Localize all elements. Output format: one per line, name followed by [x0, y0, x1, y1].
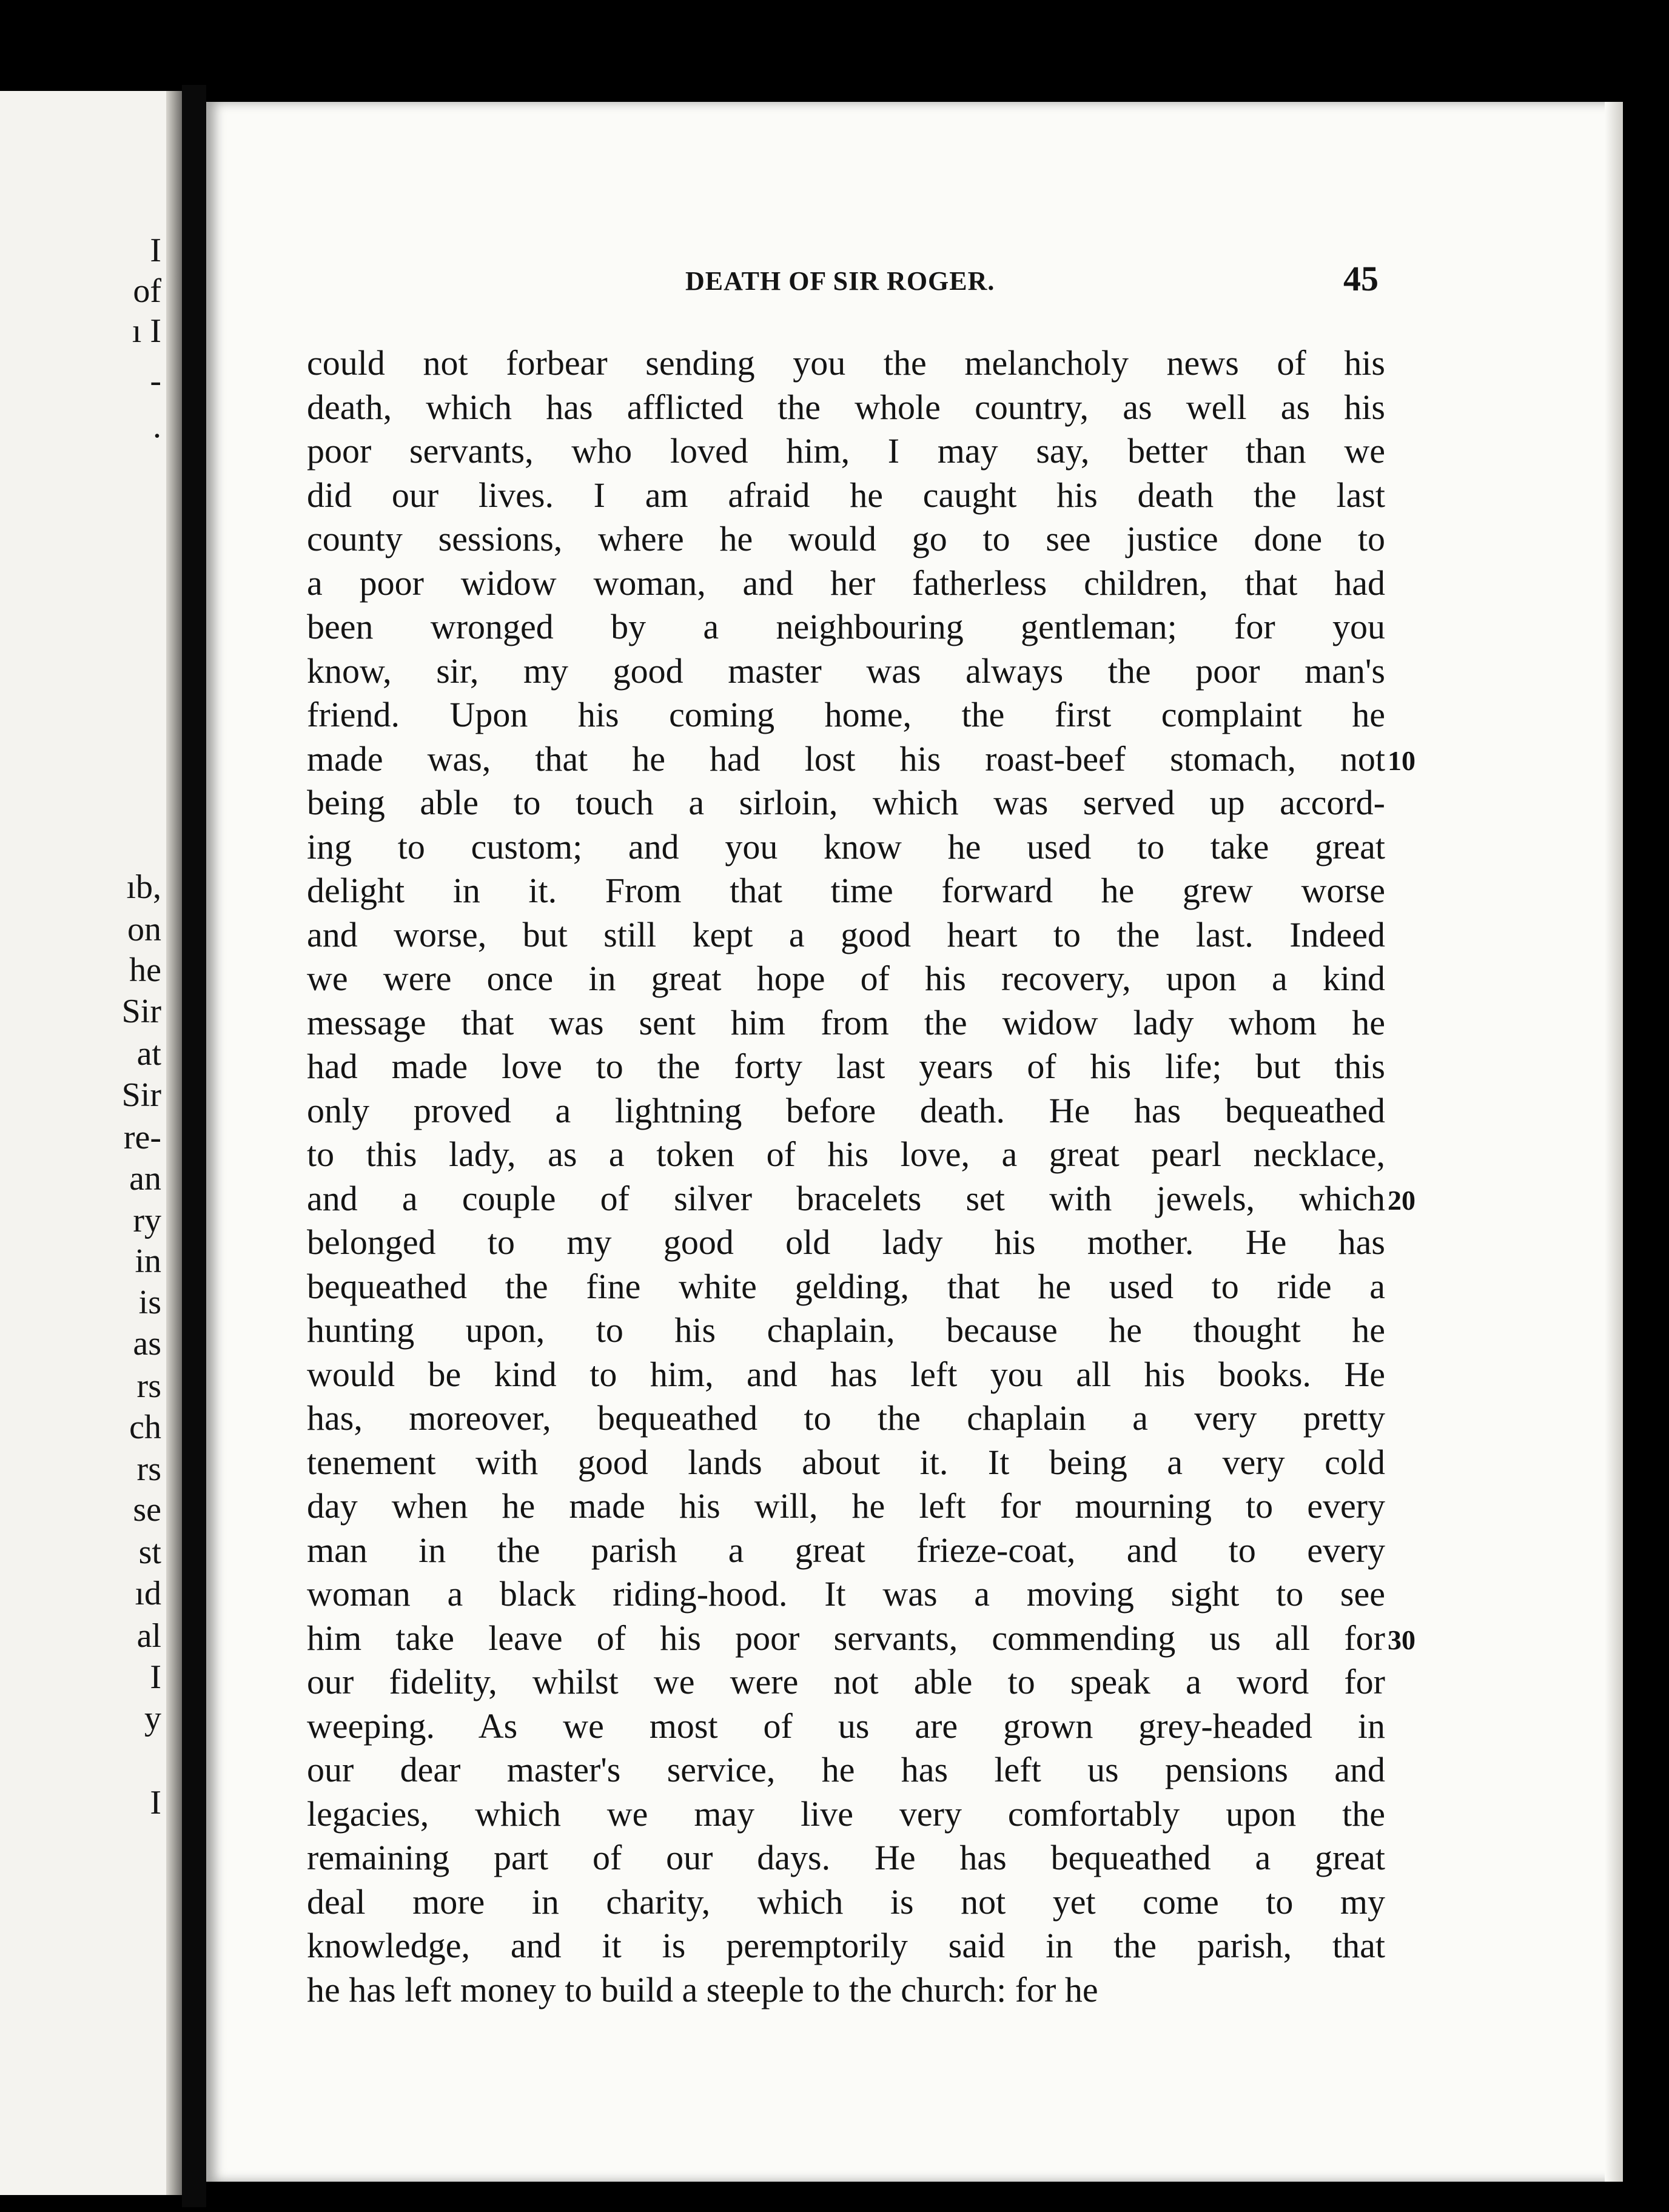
text-line: remaining part of our days. He has bequeathed a great	[307, 1838, 1385, 1877]
text-line: our fidelity, whilst we were not able to speak a word for	[307, 1662, 1385, 1701]
text-line: delight in it. From that time forward he grew worse	[307, 871, 1385, 910]
text-line: friend. Upon his coming home, the first complaint he	[307, 695, 1385, 734]
text-line: knowledge, and it is peremptorily said in the parish, that	[307, 1926, 1385, 1965]
text-line: only proved a lightning before death. He has bequeathed	[307, 1090, 1385, 1130]
text-line: legacies, which we may live very comfortably upon the	[307, 1794, 1385, 1834]
left-margin-fragment: ıb,	[126, 868, 161, 906]
left-margin-fragment: rs	[136, 1367, 161, 1405]
text-line: and worse, but still kept a good heart to the last. Indeed	[307, 914, 1385, 954]
text-line: being able to touch a sirloin, which was served up accord-	[307, 783, 1385, 822]
text-line: know, sir, my good master was always the poor man's	[307, 651, 1385, 691]
text-line: day when he made his will, he left for mourning to every	[307, 1486, 1385, 1526]
page-number: 45	[1343, 259, 1379, 298]
text-line: him take leave of his poor servants, commending us all for	[307, 1618, 1385, 1658]
left-margin-fragment: I	[150, 232, 161, 269]
text-line: ing to custom; and you know he used to take great	[307, 826, 1385, 866]
left-margin-fragment: ch	[129, 1409, 161, 1446]
left-margin-fragment: he	[129, 951, 161, 989]
line-number: 20	[1388, 1184, 1415, 1216]
text-line: hunting upon, to his chaplain, because he thought he	[307, 1310, 1385, 1350]
left-margin-fragment: I	[150, 1784, 161, 1822]
text-line: weeping. As we most of us are grown grey-headed in	[307, 1706, 1385, 1746]
text-line: had made love to the forty last years of his life; but this	[307, 1047, 1385, 1086]
left-margin-fragment: Sir	[121, 993, 161, 1030]
left-margin-fragment: in	[135, 1242, 161, 1280]
right-page-edge	[1605, 102, 1623, 2182]
text-line: bequeathed the fine white gelding, that he used to ride a	[307, 1266, 1385, 1306]
text-line: man in the parish a great frieze-coat, and to every	[307, 1530, 1385, 1570]
text-line: tenement with good lands about it. It being a very cold	[307, 1442, 1385, 1482]
left-margin-fragment: I	[150, 1658, 161, 1696]
text-line: has, moreover, bequeathed to the chaplain a very pretty	[307, 1398, 1385, 1438]
text-line: we were once in great hope of his recovery, upon a kind	[307, 959, 1385, 998]
left-margin-fragment: ıd	[135, 1575, 161, 1612]
left-margin-fragment: at	[136, 1035, 161, 1073]
text-line: county sessions, where he would go to see justice done to	[307, 519, 1385, 558]
left-page-edge-shadow	[166, 91, 182, 2195]
left-margin-fragment: re-	[123, 1119, 161, 1156]
left-margin-fragment: on	[127, 911, 161, 948]
text-line: belonged to my good old lady his mother. He has	[307, 1222, 1385, 1262]
line-number: 10	[1388, 745, 1415, 776]
book-gutter	[182, 85, 206, 2207]
text-line: our dear master's service, he has left us pensions and	[307, 1750, 1385, 1789]
left-margin-fragment: y	[144, 1700, 161, 1737]
left-margin-fragment: Sir	[121, 1076, 161, 1114]
text-line: to this lady, as a token of his love, a great pearl necklace,	[307, 1134, 1385, 1174]
left-margin-fragment: is	[138, 1284, 161, 1321]
text-line: a poor widow woman, and her fatherless children, that had	[307, 563, 1385, 603]
left-margin-fragment: .	[153, 407, 161, 445]
text-line: did our lives. I am afraid he caught his death the last	[307, 475, 1385, 515]
text-line: deal more in charity, which is not yet come to my	[307, 1882, 1385, 1922]
text-line: death, which has afflicted the whole country, as well as his	[307, 387, 1385, 427]
running-head: DEATH OF SIR ROGER.	[685, 266, 995, 296]
left-margin-fragment: st	[138, 1533, 161, 1571]
text-line: message that was sent him from the widow lady whom he	[307, 1002, 1385, 1042]
text-line: been wronged by a neighbouring gentleman; for you	[307, 607, 1385, 646]
text-line: made was, that he had lost his roast-beef stomach, not	[307, 739, 1385, 779]
left-margin-fragment: as	[133, 1325, 161, 1362]
left-margin-fragment: se	[133, 1491, 161, 1529]
right-page	[206, 102, 1623, 2182]
text-line: and a couple of silver bracelets set with jewels, which	[307, 1178, 1385, 1218]
left-margin-fragment: ı I	[132, 312, 161, 350]
line-number: 30	[1388, 1624, 1415, 1655]
text-line: poor servants, who loved him, I may say, better than we	[307, 431, 1385, 471]
text-line: he has left money to build a steeple to the church: for he	[307, 1969, 1098, 2009]
left-margin-fragment: al	[136, 1617, 161, 1655]
left-margin-fragment: ry	[133, 1202, 161, 1239]
text-line: could not forbear sending you the melancholy news of his	[307, 343, 1385, 383]
left-margin-fragment: an	[129, 1160, 161, 1198]
text-line: woman a black riding-hood. It was a moving sight to see	[307, 1574, 1385, 1614]
left-margin-fragment: rs	[136, 1450, 161, 1488]
left-margin-fragment: -	[150, 362, 161, 400]
left-page	[0, 91, 182, 2195]
body-text	[307, 341, 1385, 2012]
left-margin-fragment: of	[133, 272, 161, 310]
text-line: would be kind to him, and has left you all his books. He	[307, 1354, 1385, 1394]
